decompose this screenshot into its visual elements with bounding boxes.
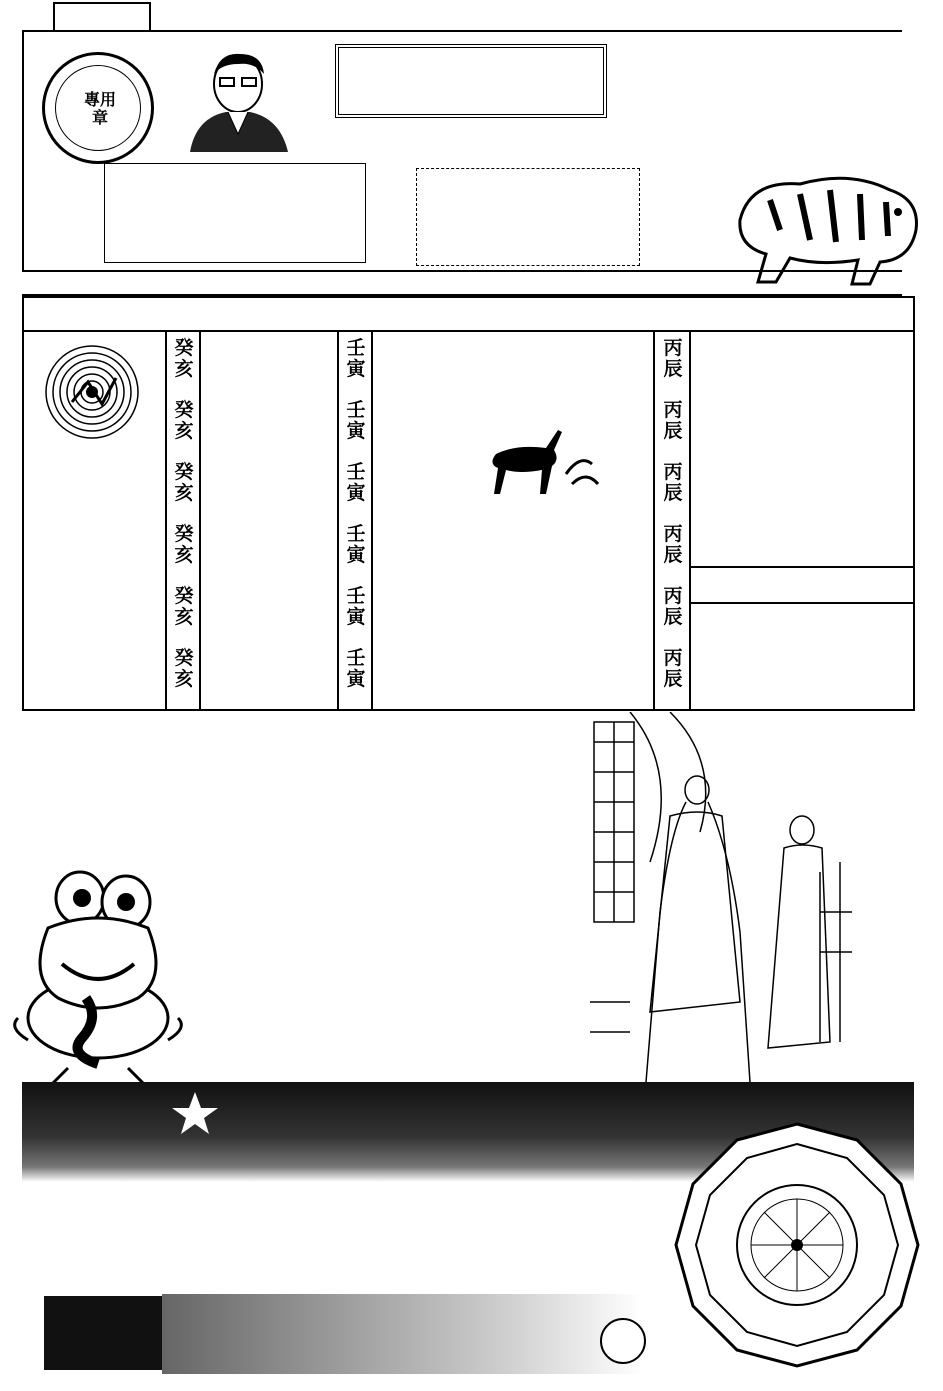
zodiac-wheel: [672, 1120, 922, 1370]
past-trend-area: [162, 1294, 642, 1374]
spiral-image: [42, 342, 142, 442]
gua-box: [416, 168, 640, 266]
col-sep-3: [337, 332, 339, 711]
col-sep-2: [199, 332, 201, 711]
numbers-box: [104, 163, 366, 263]
bingchen-3: 丙 辰: [663, 461, 683, 504]
ladies-image: [590, 712, 860, 1082]
col-guihai: [169, 338, 199, 710]
guihai-6: 癸 亥: [174, 647, 194, 690]
frog-cartoon: [8, 868, 188, 1088]
issue-badge: [53, 2, 151, 32]
main-title-box: [335, 44, 607, 118]
col-sep-5: [653, 332, 655, 711]
seal-center-text: 專用 章: [83, 90, 116, 127]
tiger-image: [720, 150, 930, 290]
renyin-6: 壬 寅: [346, 647, 366, 690]
notice-bar: [22, 270, 902, 296]
col-sep-4: [371, 332, 373, 711]
star-icon: [170, 1090, 220, 1136]
renyin-4: 壬 寅: [346, 523, 366, 566]
guihai-3: 癸 亥: [174, 461, 194, 504]
bingchen-5: 丙 辰: [663, 585, 683, 628]
bingchen-4: 丙 辰: [663, 523, 683, 566]
renxu-row: [689, 566, 915, 604]
past-label-box: [44, 1296, 162, 1370]
renyin-3: 壬 寅: [346, 461, 366, 504]
ganzhi-top-row-items: [30, 299, 910, 329]
renyin-5: 壬 寅: [346, 585, 366, 628]
deer-image: [476, 414, 606, 524]
col-sep-6: [689, 332, 691, 711]
portrait-image: [180, 48, 298, 152]
col-bingchen: [657, 338, 689, 710]
seal-stamp: [42, 52, 154, 164]
col-renyin: [341, 338, 371, 710]
renyin-1: 壬 寅: [346, 337, 366, 380]
renyin-2: 壬 寅: [346, 399, 366, 442]
bingchen-6: 丙 辰: [663, 647, 683, 690]
question-bubble: [600, 1318, 646, 1364]
guihai-5: 癸 亥: [174, 585, 194, 628]
ganzhi-grid: [22, 296, 915, 711]
bingchen-1: 丙 辰: [663, 337, 683, 380]
col-sep-1: [165, 332, 167, 711]
guihai-1: 癸 亥: [174, 337, 194, 380]
guihai-4: 癸 亥: [174, 523, 194, 566]
bingchen-2: 丙 辰: [663, 399, 683, 442]
guihai-2: 癸 亥: [174, 399, 194, 442]
